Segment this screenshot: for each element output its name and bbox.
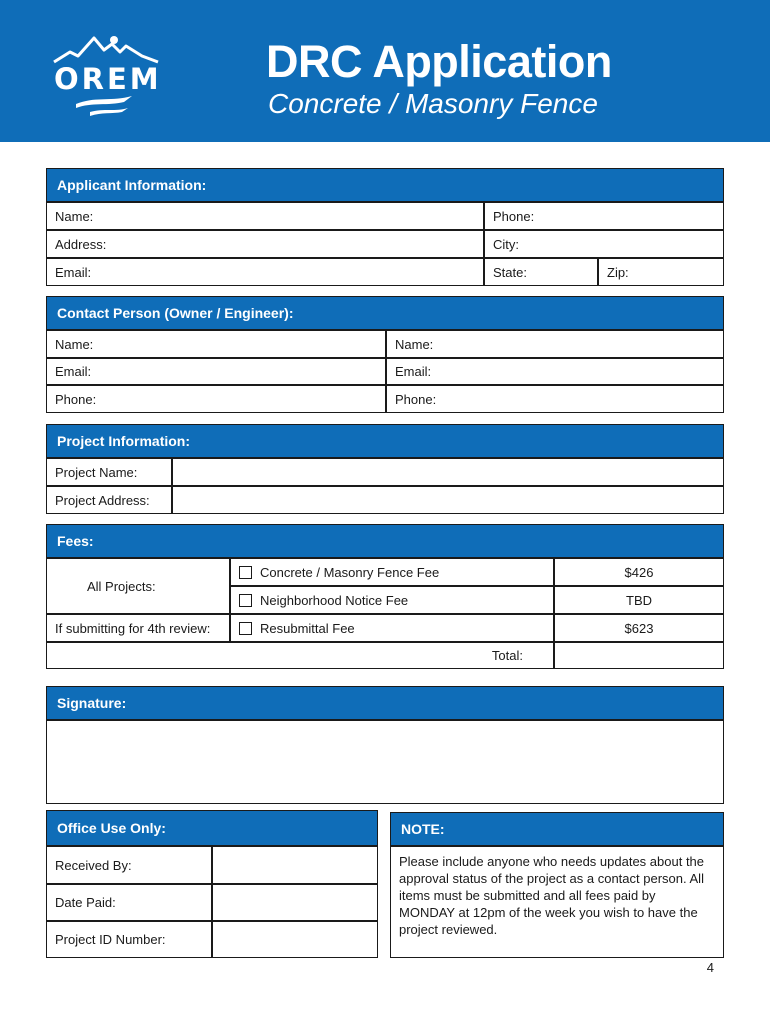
fee-label-neighborhood-notice: Neighborhood Notice Fee (260, 592, 409, 608)
fee-amount-resubmittal: $623 (554, 614, 724, 642)
fourth-review-label: If submitting for 4th review: (46, 614, 230, 642)
contact-owner-email-field[interactable]: Email: (46, 358, 386, 385)
checkbox-neighborhood-notice[interactable] (239, 594, 252, 607)
signature-field[interactable] (46, 720, 724, 804)
applicant-address-field[interactable]: Address: (46, 230, 484, 258)
page-number: 4 (706, 960, 714, 975)
page-subtitle: Concrete / Masonry Fence (268, 88, 598, 119)
contact-engineer-email-field[interactable]: Email: (386, 358, 724, 385)
project-address-label: Project Address: (46, 486, 172, 514)
date-paid-input[interactable] (212, 884, 378, 921)
fee-row-concrete-fence[interactable] (230, 558, 554, 586)
date-paid-label: Date Paid: (46, 884, 212, 921)
project-name-label: Project Name: (46, 458, 172, 486)
signature-section-heading: Signature: (46, 686, 724, 720)
all-projects-label: All Projects: (46, 558, 230, 614)
office-section-heading: Office Use Only: (46, 810, 378, 846)
fee-row-neighborhood-notice[interactable] (230, 586, 554, 614)
fee-label-concrete-fence: Concrete / Masonry Fence Fee (260, 564, 440, 580)
fees-section-heading: Fees: (46, 524, 724, 558)
checkbox-concrete-fence[interactable] (239, 566, 252, 579)
note-heading: NOTE: (390, 812, 724, 846)
applicant-city-field[interactable]: City: (484, 230, 724, 258)
fee-label-resubmittal: Resubmittal Fee (260, 620, 355, 636)
fee-amount-neighborhood-notice: TBD (554, 586, 724, 614)
project-section-heading: Project Information: (46, 424, 724, 458)
fee-row-resubmittal[interactable] (230, 614, 554, 642)
applicant-section-heading: Applicant Information: (46, 168, 724, 202)
contact-engineer-phone-field[interactable]: Phone: (386, 385, 724, 413)
contact-section-heading: Contact Person (Owner / Engineer): (46, 296, 724, 330)
project-id-label: Project ID Number: (46, 921, 212, 958)
applicant-state-field[interactable]: State: (484, 258, 598, 286)
page-title: DRC Application (266, 36, 612, 87)
note-text: Please include anyone who needs updates about the approval status of the project as a contact person. All items must be submitted and all fees paid by MONDAY at 12pm of the week you wish to have the project reviewed. (390, 846, 724, 958)
fee-amount-concrete-fence: $426 (554, 558, 724, 586)
contact-owner-name-field[interactable]: Name: (46, 330, 386, 358)
logo-text: OREM (54, 62, 162, 96)
contact-owner-phone-field[interactable]: Phone: (46, 385, 386, 413)
received-by-label: Received By: (46, 846, 212, 884)
project-id-input[interactable] (212, 921, 378, 958)
fees-total-input[interactable] (554, 642, 724, 669)
contact-engineer-name-field[interactable]: Name: (386, 330, 724, 358)
received-by-input[interactable] (212, 846, 378, 884)
applicant-zip-field[interactable]: Zip: (598, 258, 724, 286)
project-name-input[interactable] (172, 458, 724, 486)
applicant-name-field[interactable]: Name: (46, 202, 484, 230)
fees-total-label: Total: (46, 642, 554, 669)
project-address-input[interactable] (172, 486, 724, 514)
applicant-email-field[interactable]: Email: (46, 258, 484, 286)
checkbox-resubmittal[interactable] (239, 622, 252, 635)
applicant-phone-field[interactable]: Phone: (484, 202, 724, 230)
